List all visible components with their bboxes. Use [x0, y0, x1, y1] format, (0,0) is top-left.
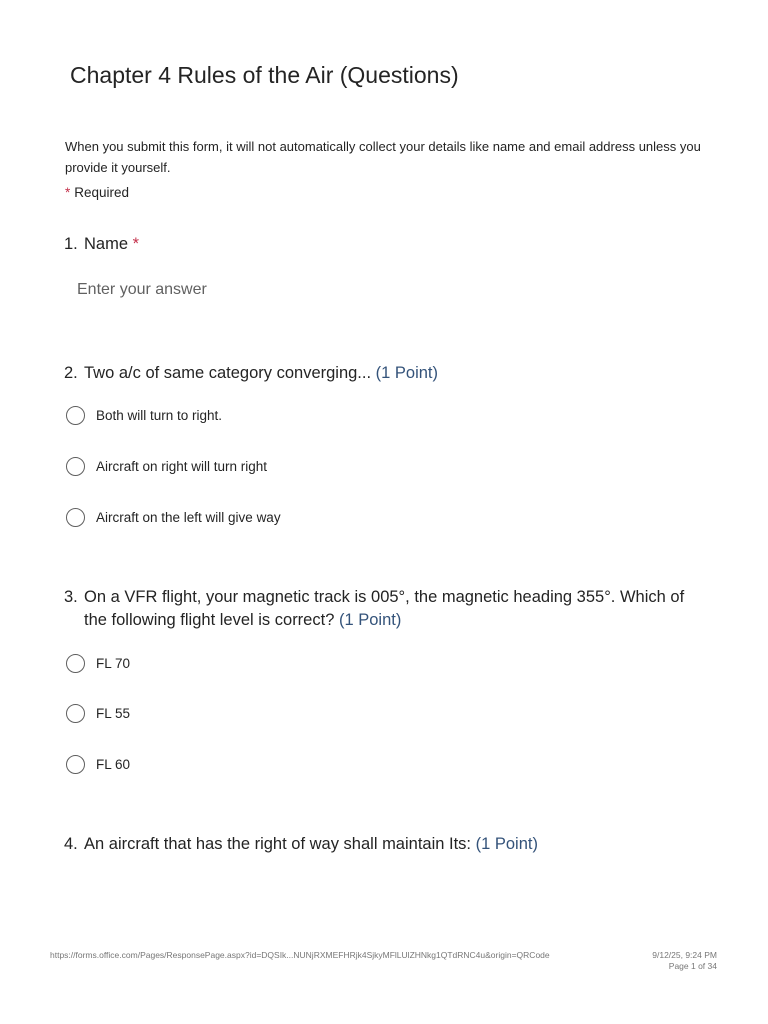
privacy-notice: When you submit this form, it will not automatically collect your details like name and email address unless you provide it yourself. — [65, 139, 701, 175]
question-text: Two a/c of same category converging... — [84, 364, 372, 382]
option-label: Aircraft on right will turn right — [96, 458, 268, 474]
option-right-turns-right[interactable] — [66, 454, 267, 478]
question-number: 3. — [64, 588, 78, 606]
footer-meta — [652, 950, 717, 972]
radio-button[interactable] — [66, 654, 85, 673]
question-2-title — [64, 362, 704, 385]
radio-button[interactable] — [66, 508, 85, 527]
question-points: (1 Point) — [475, 835, 538, 853]
required-star: * — [65, 185, 71, 200]
form-title: Chapter 4 Rules of the Air (Questions) — [70, 62, 459, 88]
question-points: (1 Point) — [338, 611, 402, 629]
question-1-title — [64, 233, 704, 256]
radio-button[interactable] — [66, 406, 85, 425]
question-text: An aircraft that has the right of way shall maintain Its: — [84, 835, 472, 853]
required-star: * — [132, 235, 140, 253]
option-label: FL 55 — [96, 705, 131, 721]
option-label: FL 70 — [96, 655, 131, 671]
required-legend — [65, 185, 129, 200]
radio-button[interactable] — [66, 755, 85, 774]
question-number: 4. — [64, 835, 78, 853]
option-label: FL 60 — [96, 756, 131, 772]
option-left-gives-way[interactable] — [66, 505, 281, 529]
option-fl-55[interactable] — [66, 701, 130, 725]
footer-url: https://forms.office.com/Pages/ResponsePage.aspx?id=DQSIk...NUNjRXMEFHRjk4SjkyMFlLUlZHNkg1QTdRNC4u&origin=QRCode — [50, 950, 550, 960]
question-points: (1 Point) — [375, 364, 439, 382]
required-label: Required — [74, 185, 130, 200]
question-text: Name — [84, 235, 129, 253]
question-4-title — [64, 833, 704, 856]
option-label: Aircraft on the left will give way — [96, 509, 281, 525]
name-answer-input[interactable] — [64, 272, 637, 308]
option-label: Both will turn to right. — [96, 407, 223, 423]
footer-page-number: Page 1 of 34 — [668, 961, 717, 971]
radio-button[interactable] — [66, 704, 85, 723]
footer-datetime: 9/12/25, 9:24 PM — [652, 950, 717, 960]
option-both-turn-right[interactable] — [66, 403, 222, 427]
question-number: 1. — [64, 235, 78, 253]
question-number: 2. — [64, 364, 78, 382]
question-text: On a VFR flight, your magnetic track is 005°, the magnetic heading 355°. Which of the following flight level is correct? — [84, 588, 685, 629]
option-fl-70[interactable] — [66, 651, 130, 675]
radio-button[interactable] — [66, 457, 85, 476]
option-fl-60[interactable] — [66, 752, 130, 776]
question-3-title — [64, 586, 704, 632]
